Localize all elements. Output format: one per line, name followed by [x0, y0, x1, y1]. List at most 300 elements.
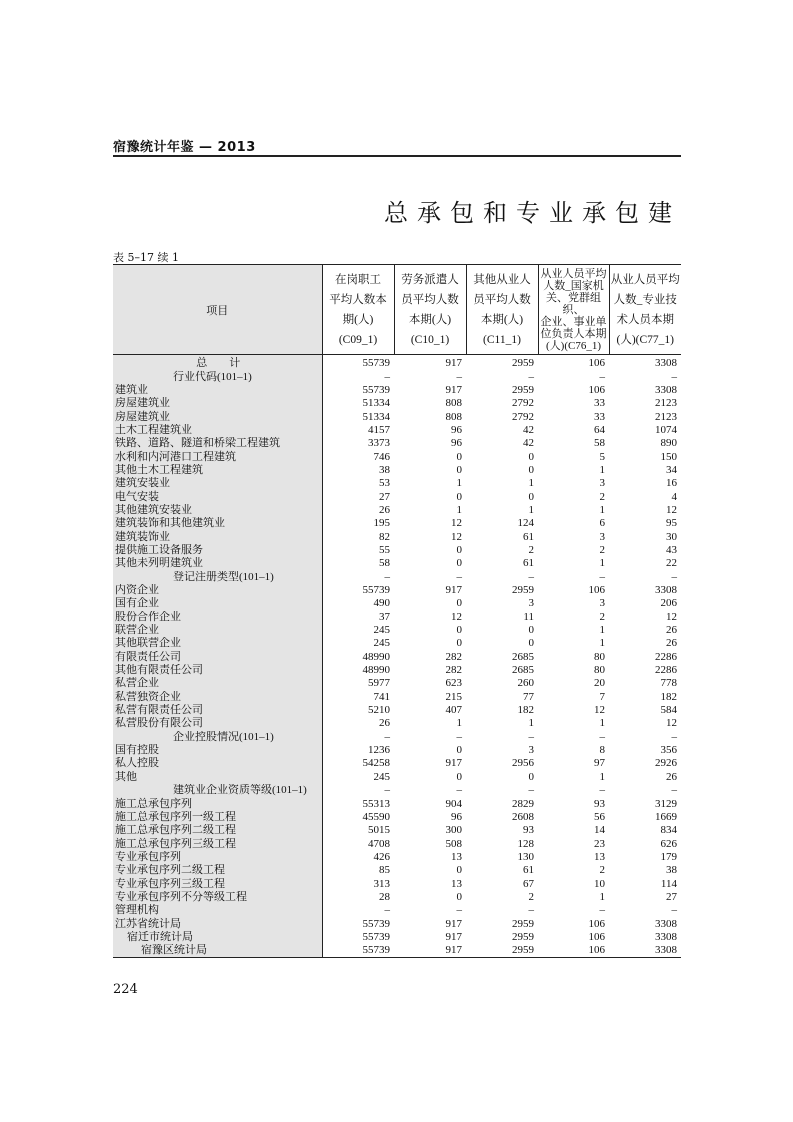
row-label: 私人控股: [113, 757, 322, 770]
running-title: 宿豫统计年鉴 — 2013: [113, 140, 256, 155]
row-label: 建筑装饰业: [113, 530, 322, 543]
table-cell: 490: [373, 597, 390, 610]
column-header-line: (C10_1): [410, 333, 450, 346]
table-cell: 282: [445, 650, 462, 663]
table-cell: 282: [445, 664, 462, 677]
table-cell: 0: [456, 450, 462, 463]
column-header-line: (人)(C76_1): [546, 339, 601, 352]
table-cell: –: [528, 730, 534, 743]
table-cell: 150: [660, 450, 677, 463]
row-label: 建筑业企业资质等级(101–1): [113, 784, 322, 797]
table-cell: 1: [528, 477, 534, 490]
row-label: 其他有限责任公司: [113, 664, 322, 677]
table-cell: 13: [451, 877, 462, 890]
table-row: [113, 824, 681, 837]
table-cell: 245: [373, 770, 390, 783]
table-body: [113, 355, 681, 958]
table-cell: 26: [379, 503, 390, 516]
table-cell: 67: [523, 877, 534, 890]
table-cell: 778: [660, 677, 677, 690]
column-header-line: (C11_1): [483, 333, 521, 346]
table-row: [113, 877, 681, 890]
table-cell: 106: [588, 383, 605, 396]
table-cell: 2608: [512, 810, 534, 823]
table-cell: –: [384, 570, 390, 583]
table-cell: 106: [588, 584, 605, 597]
row-label: 江苏省统计局: [113, 917, 322, 930]
table-cell: 260: [517, 677, 534, 690]
table-cell: 26: [666, 637, 677, 650]
table-cell: 6: [599, 517, 605, 530]
table-cell: 0: [456, 890, 462, 903]
column-header-c09: [322, 265, 394, 355]
table-cell: 124: [517, 517, 534, 530]
column-header-line: 本期(人): [408, 313, 452, 326]
table-cell: 834: [660, 824, 677, 837]
table-cell: 106: [588, 357, 605, 370]
table-cell: 3: [528, 597, 534, 610]
table-row: [113, 837, 681, 850]
table-row: [113, 704, 681, 717]
table-caption: 表 5–17 续 1: [113, 251, 179, 264]
table-cell: 179: [660, 850, 677, 863]
row-label: 建筑安装业: [113, 477, 322, 490]
table-cell: 12: [666, 717, 677, 730]
table-cell: 1236: [368, 744, 390, 757]
table-cell: 1074: [655, 423, 677, 436]
row-label: 其他未列明建筑业: [113, 557, 322, 570]
table-cell: 2123: [655, 397, 677, 410]
column-header-line: 术人员本期: [616, 313, 674, 326]
table-cell: 5210: [368, 704, 390, 717]
table-cell: 917: [445, 383, 462, 396]
table-cell: –: [671, 784, 677, 797]
table-cell: 1: [599, 717, 605, 730]
table-cell: 64: [594, 423, 605, 436]
table-row: [113, 355, 681, 371]
table-cell: 2959: [466, 944, 538, 958]
table-cell: 746: [373, 450, 390, 463]
table-row: [113, 811, 681, 824]
table-cell: 2959: [512, 357, 534, 370]
table-cell: 182: [660, 690, 677, 703]
table-cell: 0: [456, 543, 462, 556]
row-label: 电气安装: [113, 490, 322, 503]
table-cell: 2123: [655, 410, 677, 423]
table-row: [113, 651, 681, 664]
table-cell: 3: [528, 744, 534, 757]
section-title: 总承包和专业承包建: [384, 199, 681, 227]
table-row: [113, 370, 681, 383]
table-row: [113, 864, 681, 877]
table-cell: 61: [523, 530, 534, 543]
column-header-line: (人)(C77_1): [616, 333, 674, 346]
table-cell: 7: [599, 690, 605, 703]
column-header-line: 期(人): [342, 313, 374, 326]
table-cell: 195: [373, 517, 390, 530]
table-cell: 2959: [512, 383, 534, 396]
table-cell: 61: [523, 557, 534, 570]
row-label: 专业承包序列不分等级工程: [113, 891, 322, 904]
table-cell: 508: [445, 837, 462, 850]
table-row: [113, 584, 681, 597]
table-cell: 808: [445, 410, 462, 423]
table-cell: 3308: [655, 917, 677, 930]
table-cell: 313: [373, 877, 390, 890]
table-row: [113, 477, 681, 490]
table-cell: 23: [594, 837, 605, 850]
table-cell: 45590: [362, 810, 390, 823]
row-label: 管理机构: [113, 904, 322, 917]
table-row: [113, 410, 681, 423]
table-cell: –: [671, 370, 677, 383]
row-label: 其他土木工程建筑: [113, 464, 322, 477]
table-cell: 2956: [512, 757, 534, 770]
table-row: [113, 464, 681, 477]
table-row: [113, 891, 681, 904]
table-cell: –: [528, 570, 534, 583]
row-label: 铁路、道路、隧道和桥梁工程建筑: [113, 437, 322, 450]
table-cell: 0: [456, 557, 462, 570]
table-cell: –: [528, 904, 534, 917]
table-cell: 20: [594, 677, 605, 690]
table-cell: 2685: [512, 664, 534, 677]
table-cell: –: [456, 904, 462, 917]
table-cell: 584: [660, 704, 677, 717]
table-cell: 96: [451, 423, 462, 436]
table-cell: –: [384, 784, 390, 797]
table-cell: 12: [451, 610, 462, 623]
table-row: [113, 384, 681, 397]
table-cell: 3308: [655, 930, 677, 943]
table-row: [113, 557, 681, 570]
table-cell: 245: [373, 624, 390, 637]
table-cell: 80: [594, 664, 605, 677]
table-cell: 2792: [512, 410, 534, 423]
table-row: [113, 517, 681, 530]
row-label: 企业控股情况(101–1): [113, 731, 322, 744]
table-cell: –: [671, 570, 677, 583]
table-cell: 106: [538, 944, 609, 958]
table-cell: 11: [523, 610, 534, 623]
column-header-line: 本期(人): [480, 313, 524, 326]
table-cell: 2: [599, 864, 605, 877]
table-cell: 58: [379, 557, 390, 570]
row-label: 房屋建筑业: [113, 397, 322, 410]
column-header-line: 从业人员平均: [610, 273, 680, 286]
table-row: [113, 504, 681, 517]
table-row: [113, 904, 681, 917]
table-cell: 33: [594, 410, 605, 423]
table-cell: 2829: [512, 797, 534, 810]
column-header-c76: [538, 265, 609, 355]
table-cell: 82: [379, 530, 390, 543]
table-cell: 182: [517, 704, 534, 717]
column-header-line: 在岗职工: [335, 273, 381, 286]
table-cell: –: [671, 730, 677, 743]
table-cell: 1: [599, 463, 605, 476]
table-cell: 2: [599, 610, 605, 623]
row-label: 房屋建筑业: [113, 410, 322, 423]
table-cell: 1: [599, 637, 605, 650]
table-row: [113, 944, 681, 958]
table-cell: –: [456, 570, 462, 583]
row-label: 施工总承包序列一级工程: [113, 811, 322, 824]
table-cell: 808: [445, 397, 462, 410]
column-header-line: 关、党群组织、: [546, 291, 601, 316]
table-cell: 0: [456, 864, 462, 877]
table-cell: 917: [445, 584, 462, 597]
table-cell: 128: [517, 837, 534, 850]
table-row: [113, 771, 681, 784]
table-cell: 61: [523, 864, 534, 877]
table-cell: 56: [594, 810, 605, 823]
table-cell: 206: [660, 597, 677, 610]
row-label: 水利和内河港口工程建筑: [113, 450, 322, 463]
table-cell: 16: [666, 477, 677, 490]
row-label: 国有控股: [113, 744, 322, 757]
table-cell: 0: [528, 637, 534, 650]
table-cell: 3308: [655, 584, 677, 597]
row-label: 联营企业: [113, 624, 322, 637]
row-label: 其他: [113, 771, 322, 784]
table-cell: 890: [660, 437, 677, 450]
row-label: 其他联营企业: [113, 637, 322, 650]
table-cell: 917: [445, 757, 462, 770]
table-row: [113, 611, 681, 624]
table-cell: 3: [599, 530, 605, 543]
table-cell: 85: [379, 864, 390, 877]
table-row: [113, 624, 681, 637]
row-label: 总 计: [113, 355, 322, 371]
table-cell: 42: [523, 437, 534, 450]
table-cell: 0: [456, 744, 462, 757]
statistics-table: [113, 264, 681, 958]
row-label: 私营有限责任公司: [113, 704, 322, 717]
table-cell: 1669: [655, 810, 677, 823]
row-label: 有限责任公司: [113, 651, 322, 664]
table-cell: 93: [523, 824, 534, 837]
table-cell: 26: [666, 770, 677, 783]
row-label: 股份合作企业: [113, 611, 322, 624]
table-cell: 917: [394, 944, 466, 958]
table-cell: 51334: [362, 410, 390, 423]
table-cell: 37: [379, 610, 390, 623]
table-cell: 904: [445, 797, 462, 810]
table-cell: 2286: [655, 650, 677, 663]
table-cell: 1: [456, 503, 462, 516]
table-cell: 13: [451, 850, 462, 863]
row-label: 宿豫区统计局: [113, 944, 322, 958]
row-label: 建筑业: [113, 384, 322, 397]
table-cell: 917: [445, 357, 462, 370]
table-cell: 12: [594, 704, 605, 717]
table-cell: 38: [666, 864, 677, 877]
table-cell: 95: [666, 517, 677, 530]
table-cell: 10: [594, 877, 605, 890]
table-cell: 77: [523, 690, 534, 703]
row-label: 提供施工设备服务: [113, 544, 322, 557]
table-row: [113, 717, 681, 730]
table-cell: 13: [594, 850, 605, 863]
column-header-c10: [394, 265, 466, 355]
table-row: [113, 450, 681, 463]
table-cell: 12: [451, 530, 462, 543]
row-label: 施工总承包序列三级工程: [113, 837, 322, 850]
table-cell: 28: [379, 890, 390, 903]
table-header-row: [113, 265, 681, 355]
table-cell: 30: [666, 530, 677, 543]
table-cell: –: [456, 784, 462, 797]
table-cell: 26: [666, 624, 677, 637]
table-cell: 53: [379, 477, 390, 490]
column-header-c11: [466, 265, 538, 355]
table-cell: 0: [456, 770, 462, 783]
table-cell: –: [599, 784, 605, 797]
row-label: 专业承包序列: [113, 851, 322, 864]
table-cell: 0: [456, 463, 462, 476]
table-cell: 33: [594, 397, 605, 410]
table-cell: 43: [666, 543, 677, 556]
column-header-line: 人数_国家机: [543, 279, 604, 292]
row-label: 登记注册类型(101–1): [113, 571, 322, 584]
page-number: 224: [113, 982, 138, 997]
table-row: [113, 424, 681, 437]
table-cell: 55739: [362, 383, 390, 396]
column-header-line: 员平均人数: [401, 293, 459, 306]
table-cell: 27: [666, 890, 677, 903]
table-row: [113, 931, 681, 944]
table-cell: 1: [599, 503, 605, 516]
table-cell: 93: [594, 797, 605, 810]
table-cell: 2286: [655, 664, 677, 677]
table-cell: 426: [373, 850, 390, 863]
table-cell: 0: [456, 637, 462, 650]
table-cell: 245: [373, 637, 390, 650]
column-header-line: 平均人数本: [329, 293, 387, 306]
table-cell: 2959: [512, 584, 534, 597]
table-cell: 5015: [368, 824, 390, 837]
table-cell: –: [456, 370, 462, 383]
table-cell: 12: [666, 610, 677, 623]
row-label: 内资企业: [113, 584, 322, 597]
table-cell: 2792: [512, 397, 534, 410]
table-row: [113, 490, 681, 503]
table-cell: 1: [599, 770, 605, 783]
table-cell: 80: [594, 650, 605, 663]
table-cell: –: [528, 784, 534, 797]
column-header-line: 企业、事业单: [540, 315, 607, 328]
table-row: [113, 530, 681, 543]
table-cell: 5: [599, 450, 605, 463]
table-cell: 356: [660, 744, 677, 757]
table-row: [113, 784, 681, 797]
table-row: [113, 664, 681, 677]
table-row: [113, 731, 681, 744]
table-cell: 0: [528, 490, 534, 503]
table-cell: 741: [373, 690, 390, 703]
table-cell: 55: [379, 543, 390, 556]
table-cell: 48990: [362, 650, 390, 663]
table-cell: 12: [451, 517, 462, 530]
table-cell: 12: [666, 503, 677, 516]
row-label: 其他建筑安装业: [113, 504, 322, 517]
table-cell: 2959: [512, 917, 534, 930]
table-row: [113, 397, 681, 410]
column-header-line: 从业人员平均: [540, 267, 607, 280]
table-row: [113, 917, 681, 930]
table-row: [113, 637, 681, 650]
table-cell: 4: [671, 490, 677, 503]
table-row: [113, 691, 681, 704]
row-label: 私营企业: [113, 677, 322, 690]
table-cell: 215: [445, 690, 462, 703]
column-header-line: 劳务派遣人: [401, 273, 459, 286]
table-cell: 1: [528, 503, 534, 516]
row-label: 施工总承包序列二级工程: [113, 824, 322, 837]
table-row: [113, 544, 681, 557]
table-cell: 407: [445, 704, 462, 717]
table-cell: –: [671, 904, 677, 917]
table-cell: 1: [456, 477, 462, 490]
table-cell: 626: [660, 837, 677, 850]
table-row: [113, 437, 681, 450]
table-cell: 1: [599, 557, 605, 570]
table-cell: 3373: [368, 437, 390, 450]
table-cell: 22: [666, 557, 677, 570]
column-header-c77: [609, 265, 681, 355]
table-cell: 96: [451, 437, 462, 450]
column-header-line: 人数_专业技: [613, 293, 677, 306]
table-cell: –: [599, 570, 605, 583]
table-cell: –: [599, 730, 605, 743]
table-cell: 26: [379, 717, 390, 730]
table-row: [113, 597, 681, 610]
table-cell: 2: [599, 543, 605, 556]
table-cell: 0: [456, 624, 462, 637]
table-cell: 2: [528, 543, 534, 556]
table-row: [113, 744, 681, 757]
table-cell: –: [599, 370, 605, 383]
table-row: [113, 797, 681, 810]
table-cell: 1: [456, 717, 462, 730]
table-cell: 27: [379, 490, 390, 503]
header-rule: [113, 155, 681, 157]
table-cell: 917: [445, 917, 462, 930]
row-label: 专业承包序列三级工程: [113, 877, 322, 890]
table-cell: 51334: [362, 397, 390, 410]
table-row: [113, 851, 681, 864]
table-cell: 55739: [362, 584, 390, 597]
table-cell: 130: [517, 850, 534, 863]
table-cell: –: [384, 370, 390, 383]
table-cell: 0: [528, 463, 534, 476]
table-cell: 917: [445, 930, 462, 943]
table-row: [113, 677, 681, 690]
table-cell: –: [599, 904, 605, 917]
table-cell: –: [528, 370, 534, 383]
row-label: 私营股份有限公司: [113, 717, 322, 730]
table-cell: 55739: [362, 357, 390, 370]
table-cell: 3308: [609, 944, 681, 958]
table-cell: 58: [594, 437, 605, 450]
table-cell: 623: [445, 677, 462, 690]
table-row: [113, 571, 681, 584]
table-cell: 0: [528, 770, 534, 783]
table-cell: 14: [594, 824, 605, 837]
table-cell: 2959: [512, 930, 534, 943]
table-cell: 106: [588, 930, 605, 943]
